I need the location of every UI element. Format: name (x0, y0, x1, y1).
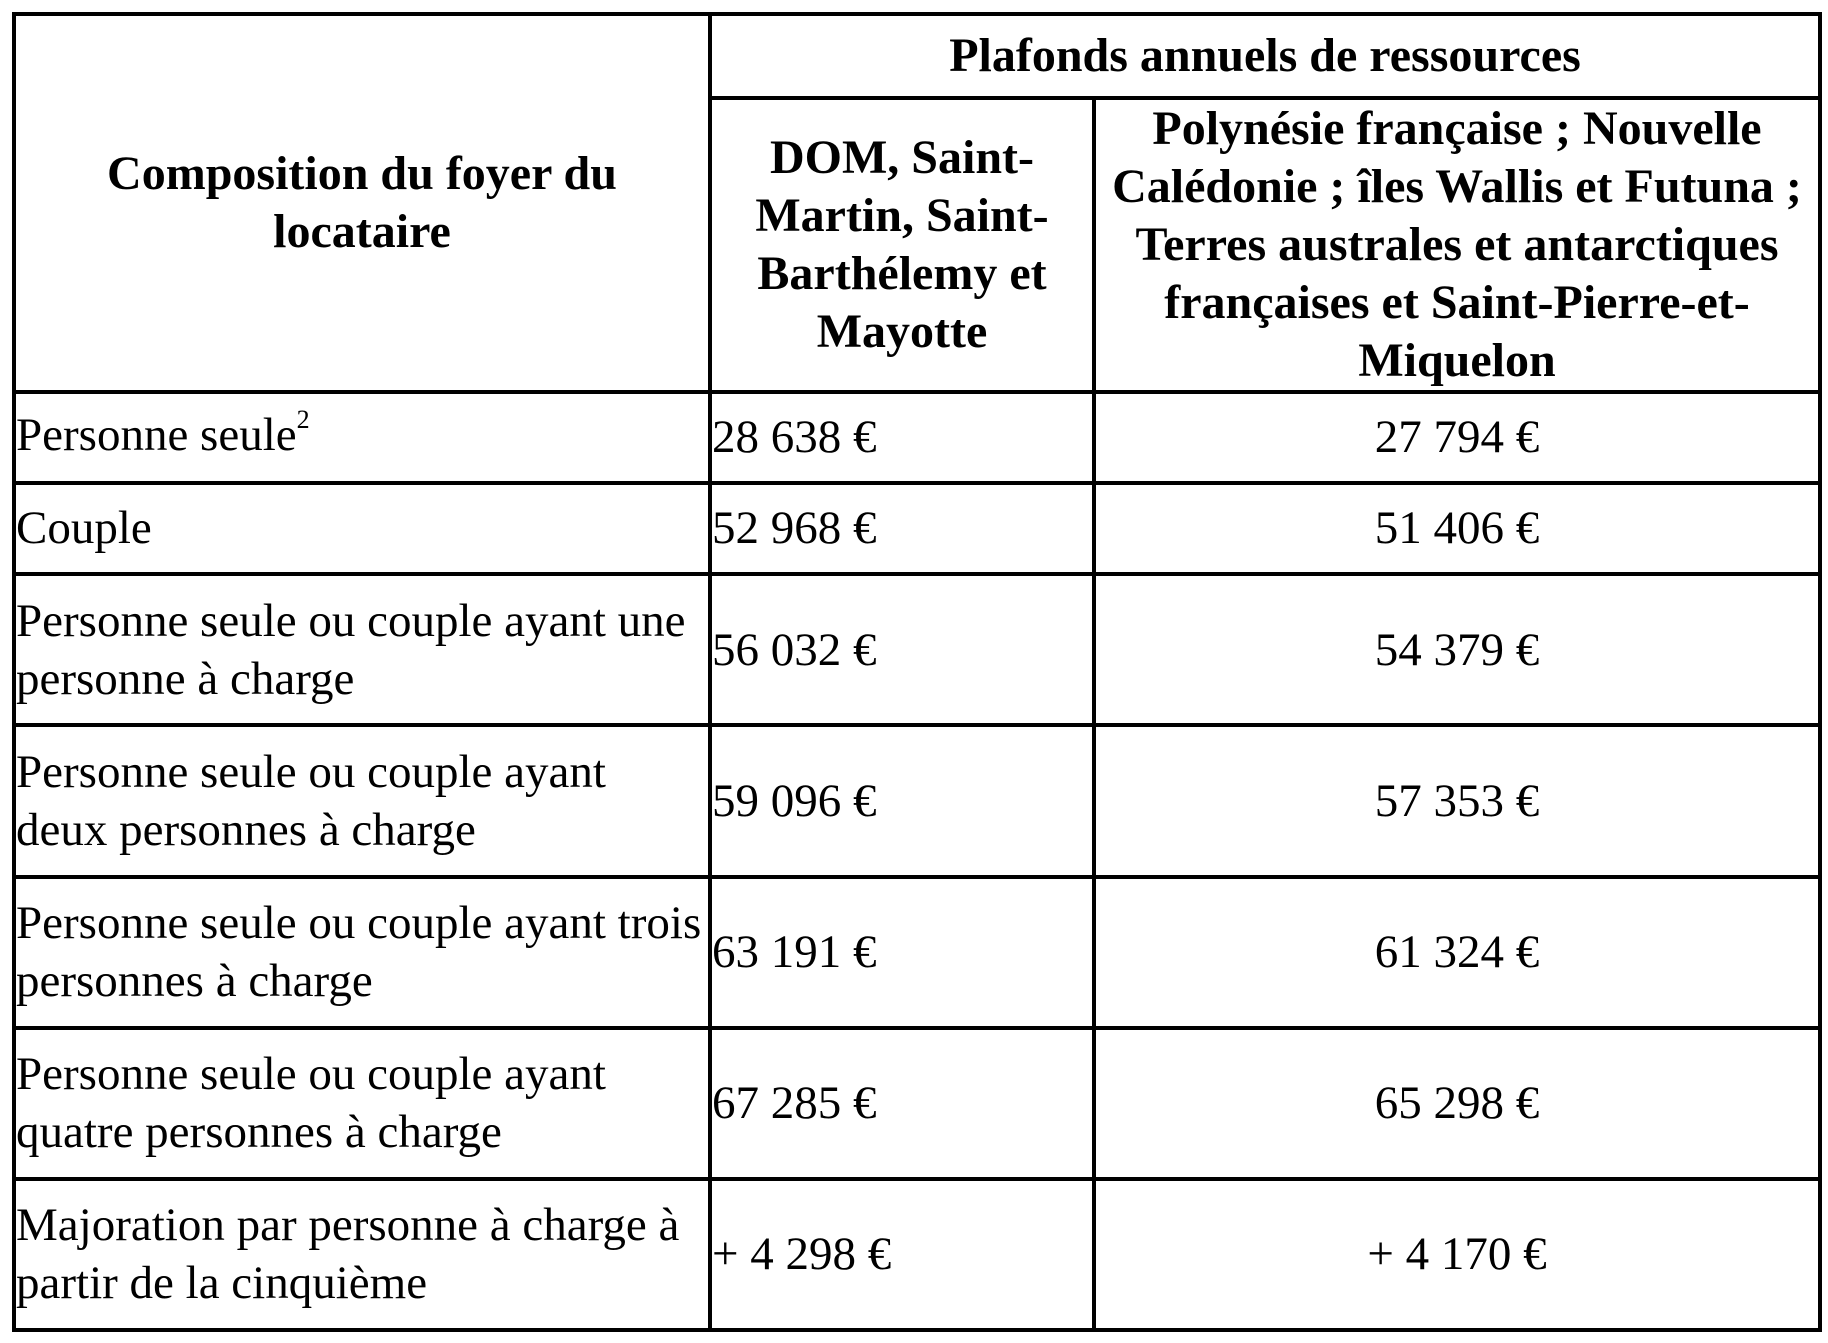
table-row (14, 1179, 1820, 1330)
table-row (14, 392, 1820, 483)
footnote-marker: 2 (296, 404, 310, 434)
dom-ceiling-cell: 56 032 € (710, 574, 1094, 725)
resource-ceilings-header: Plafonds annuels de ressources (710, 14, 1820, 98)
dom-ceiling-cell: 59 096 € (710, 725, 1094, 876)
polynesia-ceiling-cell: 54 379 € (1094, 574, 1820, 725)
polynesia-ceiling-cell: + 4 170 € (1094, 1179, 1820, 1330)
household-composition-cell: Personne seule ou couple ayant une personne à charge (14, 574, 710, 725)
table-row (14, 725, 1820, 876)
table-row (14, 1028, 1820, 1179)
composition-header: Composition du foyer du locataire (14, 14, 710, 392)
dom-ceiling-cell: 63 191 € (710, 877, 1094, 1028)
polynesia-ceiling-cell: 65 298 € (1094, 1028, 1820, 1179)
household-composition-cell: Personne seule ou couple ayant quatre personnes à charge (14, 1028, 710, 1179)
household-composition-cell (14, 392, 710, 483)
household-composition-label: Personne seule (16, 408, 297, 461)
polynesia-column-header: Polynésie française ; Nouvelle Calédonie ; îles Wallis et Futuna ; Terres australes et antarctiques françaises et Saint-Pierre-et-Miquelon (1094, 98, 1820, 392)
polynesia-ceiling-cell: 61 324 € (1094, 877, 1820, 1028)
income-ceilings-table (12, 12, 1822, 1332)
dom-ceiling-cell: 67 285 € (710, 1028, 1094, 1179)
table-row (14, 483, 1820, 574)
household-composition-cell: Couple (14, 483, 710, 574)
polynesia-ceiling-cell: 57 353 € (1094, 725, 1820, 876)
table-row (14, 574, 1820, 725)
header-row-group (14, 14, 1820, 98)
polynesia-ceiling-cell: 27 794 € (1094, 392, 1820, 483)
dom-column-header: DOM, Saint-Martin, Saint-Barthélemy et Mayotte (710, 98, 1094, 392)
dom-ceiling-cell: 28 638 € (710, 392, 1094, 483)
dom-ceiling-cell: 52 968 € (710, 483, 1094, 574)
household-composition-cell: Personne seule ou couple ayant trois personnes à charge (14, 877, 710, 1028)
polynesia-ceiling-cell: 51 406 € (1094, 483, 1820, 574)
table-row (14, 877, 1820, 1028)
dom-ceiling-cell: + 4 298 € (710, 1179, 1094, 1330)
household-composition-cell: Majoration par personne à charge à partir de la cinquième (14, 1179, 710, 1330)
household-composition-cell: Personne seule ou couple ayant deux personnes à charge (14, 725, 710, 876)
